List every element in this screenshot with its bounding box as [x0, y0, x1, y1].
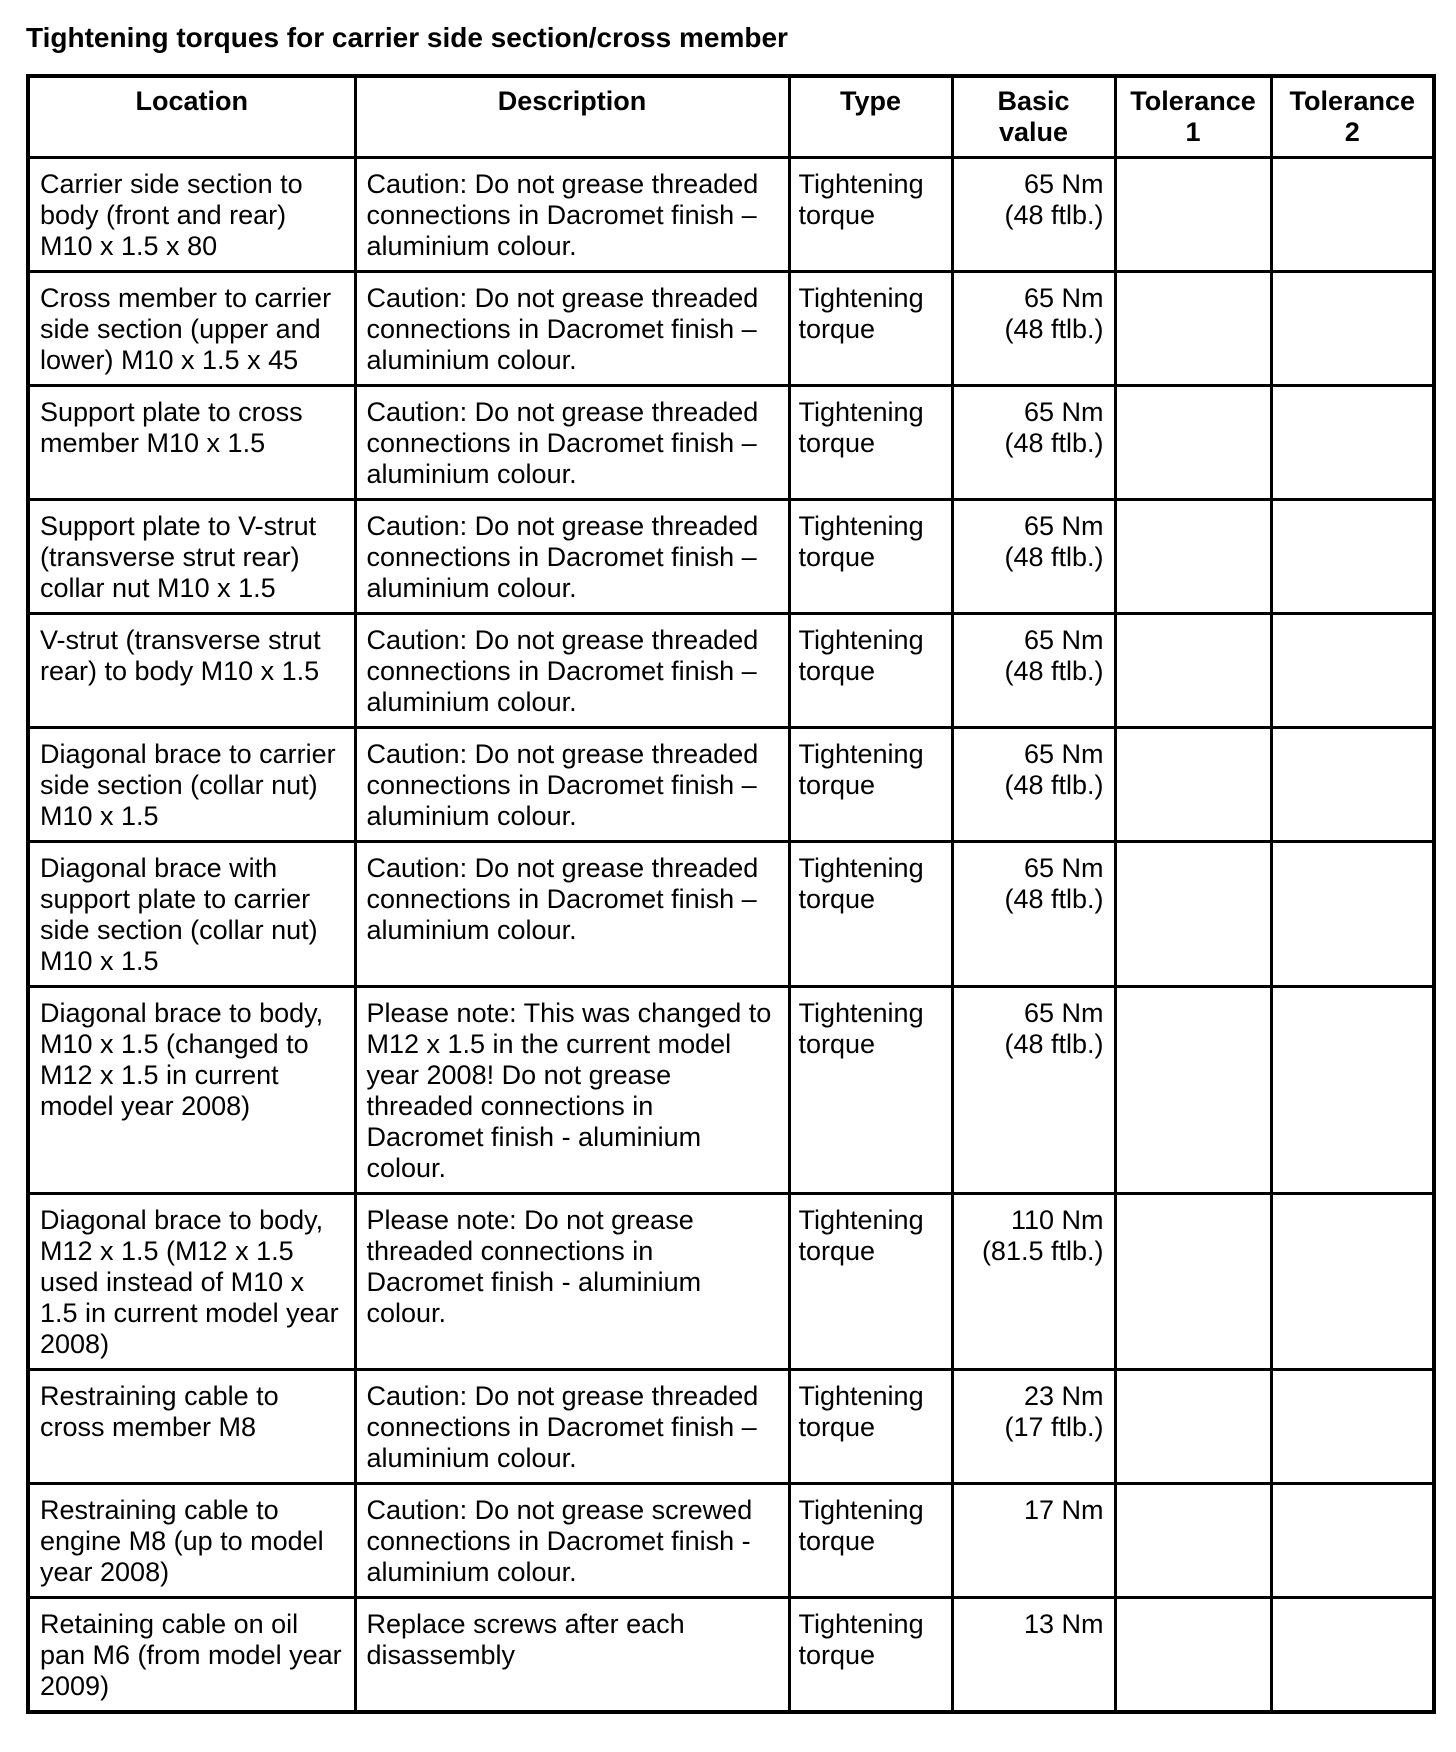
cell-tolerance-1 [1115, 1598, 1271, 1713]
table-row [28, 272, 1434, 386]
cell-basic-value: 17 Nm [952, 1484, 1115, 1598]
cell-tolerance-2 [1271, 386, 1434, 500]
cell-tolerance-2 [1271, 272, 1434, 386]
cell-description: Replace screws after each disassembly [355, 1598, 789, 1713]
cell-type: Tightening torque [789, 842, 952, 987]
cell-basic-value: 65 Nm (48 ftlb.) [952, 386, 1115, 500]
cell-tolerance-2 [1271, 1370, 1434, 1484]
cell-type: Tightening torque [789, 272, 952, 386]
table-row [28, 1194, 1434, 1370]
cell-tolerance-2 [1271, 500, 1434, 614]
torque-table [26, 74, 1436, 1714]
cell-location: Diagonal brace with support plate to carrier side section (collar nut) M10 x 1.5 [28, 842, 355, 987]
header-type: Type [789, 76, 952, 158]
cell-type: Tightening torque [789, 1598, 952, 1713]
table-header-row [28, 76, 1434, 158]
cell-type: Tightening torque [789, 614, 952, 728]
cell-tolerance-2 [1271, 1194, 1434, 1370]
header-basic-value: Basic value [952, 76, 1115, 158]
cell-type: Tightening torque [789, 158, 952, 272]
cell-tolerance-1 [1115, 386, 1271, 500]
cell-location: Support plate to cross member M10 x 1.5 [28, 386, 355, 500]
cell-tolerance-1 [1115, 1194, 1271, 1370]
table-body [28, 158, 1434, 1713]
table-row [28, 386, 1434, 500]
table-row [28, 1370, 1434, 1484]
cell-description: Please note: Do not grease threaded connections in Dacromet finish - aluminium colour. [355, 1194, 789, 1370]
cell-description: Caution: Do not grease threaded connections in Dacromet finish – aluminium colour. [355, 386, 789, 500]
cell-basic-value: 13 Nm [952, 1598, 1115, 1713]
cell-tolerance-1 [1115, 1370, 1271, 1484]
cell-location: Diagonal brace to body, M12 x 1.5 (M12 x 1.5 used instead of M10 x 1.5 in current model year 2008) [28, 1194, 355, 1370]
cell-basic-value: 65 Nm (48 ftlb.) [952, 158, 1115, 272]
cell-description: Caution: Do not grease threaded connections in Dacromet finish – aluminium colour. [355, 158, 789, 272]
cell-location: Restraining cable to engine M8 (up to model year 2008) [28, 1484, 355, 1598]
cell-tolerance-1 [1115, 728, 1271, 842]
cell-type: Tightening torque [789, 1370, 952, 1484]
cell-type: Tightening torque [789, 728, 952, 842]
cell-location: Retaining cable on oil pan M6 (from model year 2009) [28, 1598, 355, 1713]
cell-basic-value: 23 Nm (17 ftlb.) [952, 1370, 1115, 1484]
table-row [28, 1598, 1434, 1713]
cell-description: Caution: Do not grease screwed connections in Dacromet finish - aluminium colour. [355, 1484, 789, 1598]
header-tolerance-2: Tolerance 2 [1271, 76, 1434, 158]
table-row [28, 728, 1434, 842]
cell-location: Restraining cable to cross member M8 [28, 1370, 355, 1484]
cell-location: V-strut (transverse strut rear) to body M10 x 1.5 [28, 614, 355, 728]
cell-location: Support plate to V-strut (transverse strut rear) collar nut M10 x 1.5 [28, 500, 355, 614]
cell-tolerance-1 [1115, 158, 1271, 272]
cell-basic-value: 65 Nm (48 ftlb.) [952, 987, 1115, 1194]
cell-tolerance-2 [1271, 842, 1434, 987]
cell-description: Caution: Do not grease threaded connections in Dacromet finish – aluminium colour. [355, 842, 789, 987]
cell-description: Caution: Do not grease threaded connections in Dacromet finish – aluminium colour. [355, 272, 789, 386]
cell-location: Cross member to carrier side section (upper and lower) M10 x 1.5 x 45 [28, 272, 355, 386]
cell-description: Caution: Do not grease threaded connections in Dacromet finish – aluminium colour. [355, 728, 789, 842]
cell-basic-value: 65 Nm (48 ftlb.) [952, 842, 1115, 987]
cell-type: Tightening torque [789, 500, 952, 614]
cell-basic-value: 110 Nm (81.5 ftlb.) [952, 1194, 1115, 1370]
cell-tolerance-1 [1115, 1484, 1271, 1598]
header-tolerance-1: Tolerance 1 [1115, 76, 1271, 158]
cell-tolerance-1 [1115, 614, 1271, 728]
table-row [28, 842, 1434, 987]
table-row [28, 614, 1434, 728]
cell-type: Tightening torque [789, 987, 952, 1194]
cell-type: Tightening torque [789, 386, 952, 500]
cell-location: Diagonal brace to carrier side section (collar nut) M10 x 1.5 [28, 728, 355, 842]
cell-tolerance-2 [1271, 1598, 1434, 1713]
cell-location: Diagonal brace to body, M10 x 1.5 (changed to M12 x 1.5 in current model year 2008) [28, 987, 355, 1194]
cell-description: Caution: Do not grease threaded connections in Dacromet finish – aluminium colour. [355, 614, 789, 728]
cell-description: Please note: This was changed to M12 x 1.5 in the current model year 2008! Do not grease threaded connections in Dacromet finish - aluminium colour. [355, 987, 789, 1194]
cell-tolerance-1 [1115, 987, 1271, 1194]
header-location: Location [28, 76, 355, 158]
cell-basic-value: 65 Nm (48 ftlb.) [952, 272, 1115, 386]
cell-basic-value: 65 Nm (48 ftlb.) [952, 728, 1115, 842]
cell-description: Caution: Do not grease threaded connections in Dacromet finish – aluminium colour. [355, 1370, 789, 1484]
cell-tolerance-2 [1271, 1484, 1434, 1598]
cell-location: Carrier side section to body (front and rear) M10 x 1.5 x 80 [28, 158, 355, 272]
cell-basic-value: 65 Nm (48 ftlb.) [952, 614, 1115, 728]
cell-tolerance-2 [1271, 158, 1434, 272]
page-title: Tightening torques for carrier side section/cross member [26, 22, 788, 53]
cell-tolerance-2 [1271, 728, 1434, 842]
table-row [28, 987, 1434, 1194]
cell-type: Tightening torque [789, 1484, 952, 1598]
cell-description: Caution: Do not grease threaded connections in Dacromet finish – aluminium colour. [355, 500, 789, 614]
table-row [28, 158, 1434, 272]
table-row [28, 1484, 1434, 1598]
cell-basic-value: 65 Nm (48 ftlb.) [952, 500, 1115, 614]
cell-tolerance-1 [1115, 500, 1271, 614]
cell-tolerance-1 [1115, 842, 1271, 987]
cell-tolerance-2 [1271, 614, 1434, 728]
table-row [28, 500, 1434, 614]
cell-type: Tightening torque [789, 1194, 952, 1370]
cell-tolerance-2 [1271, 987, 1434, 1194]
cell-tolerance-1 [1115, 272, 1271, 386]
header-description: Description [355, 76, 789, 158]
